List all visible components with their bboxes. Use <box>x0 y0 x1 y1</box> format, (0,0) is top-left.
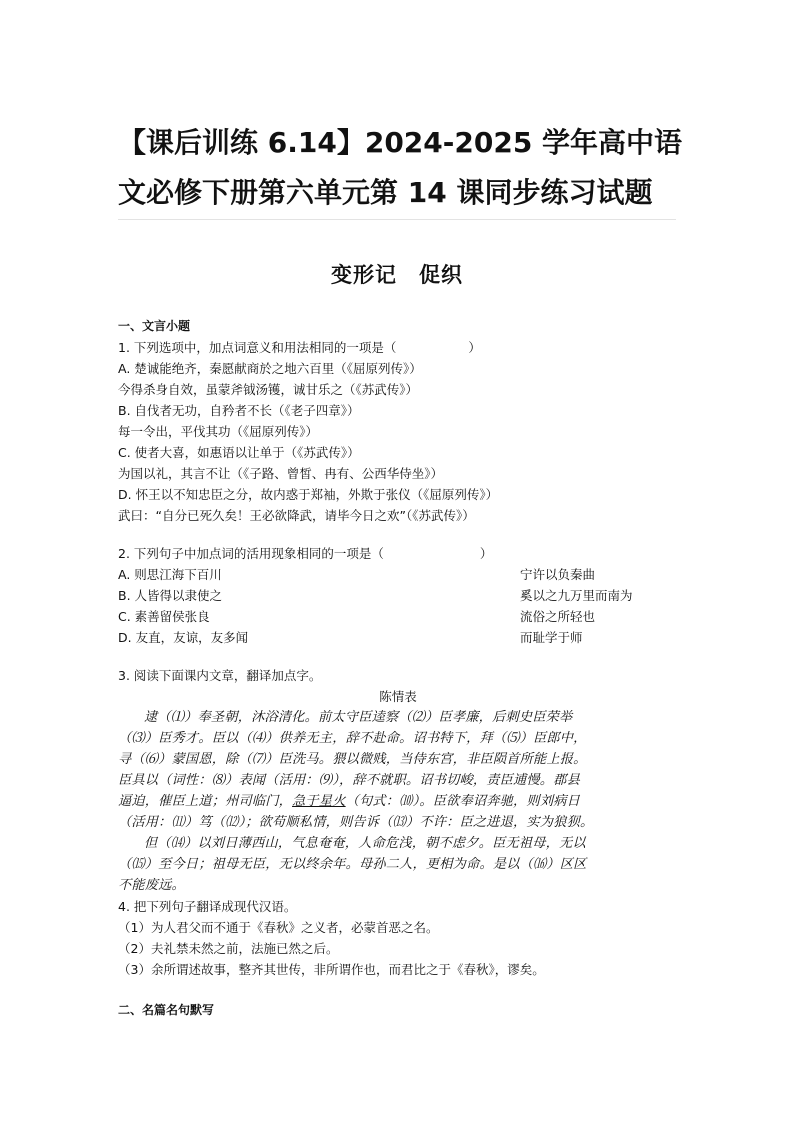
q2-option <box>118 606 678 627</box>
section-1-heading: 一、文言小题 <box>118 319 191 333</box>
question-4-stem: 4. 把下列句子翻译成现代汉语。 <box>118 899 297 914</box>
document-body <box>118 316 678 1021</box>
q1-line: D. 怀王以不知忠臣之分，故内惑于郑袖，外欺于张仪（《屈原列传》） <box>118 487 499 502</box>
subtitle-part-1: 变形记 <box>331 263 397 287</box>
q1-line: 每一令出，平伐其功（《屈原列传》） <box>118 424 319 439</box>
passage-line: （⑶）臣秀才。臣以（⑷）供养无主，辞不赴命。诏书特下，拜（⑸）臣郎中， <box>118 731 587 746</box>
passage-text: 逼迫，催臣上道；州司临门， <box>118 794 293 809</box>
passage-line <box>118 791 678 812</box>
passage-text: （句式：⑽）。臣欲奉诏奔驰，则刘病日 <box>345 794 580 809</box>
q4-item: （2）夫礼禁未然之前，法施已然之后。 <box>118 941 339 956</box>
q2-option-right: 奚以之九万里而南为 <box>520 588 633 603</box>
q2-option-right: 流俗之所轻也 <box>520 609 596 624</box>
q2-option-left: B. 人皆得以隶使之 <box>118 588 223 603</box>
q1-line: 为国以礼，其言不让（《子路、曾皙、冉有、公西华侍坐》） <box>118 466 444 481</box>
passage-line: 但（⒁）以刘日薄西山，气息奄奄，人命危浅，朝不虑夕。臣无祖母，无以 <box>144 836 586 851</box>
q1-line: C. 使者大喜，如惠语以让单于（《苏武传》） <box>118 445 360 460</box>
passage-line: 臣具以（词性：⑻）表闻（活用：⑼），辞不就职。诏书切峻，责臣逋慢。郡县 <box>118 773 580 788</box>
passage-title: 陈情表 <box>379 689 417 704</box>
title-line-1: 【课后训练 6.14】2024-2025 学年高中语 <box>118 126 683 159</box>
lesson-subtitle <box>0 258 794 292</box>
document-title <box>118 118 683 218</box>
q1-line: 今得杀身自效，虽蒙斧钺汤镬，诚甘乐之（《苏武传》） <box>118 382 419 397</box>
q1-line: B. 自伐者无功，自矜者不长（《老子四章》） <box>118 403 360 418</box>
q1-line: 武曰：“自分已死久矣！王必欲降武，请毕今日之欢”（《苏武传》） <box>118 508 475 523</box>
q2-option-left: D. 友直，友谅，友多闻 <box>118 630 249 645</box>
subtitle-part-2: 促织 <box>419 263 463 287</box>
q2-option-left: C. 素善留侯张良 <box>118 609 210 624</box>
q2-option-left: A. 则思江海下百川 <box>118 567 222 582</box>
underlined-phrase: 急于星火 <box>292 794 346 809</box>
passage-line: 寻（⑹）蒙国恩，除（⑺）臣洗马。猥以微贱，当侍东宫，非臣陨首所能上报。 <box>118 752 587 767</box>
q2-option-right: 宁许以负秦曲 <box>520 567 596 582</box>
q2-option <box>118 585 678 606</box>
question-2-stem-text: 2. 下列句子中加点词的活用现象相同的一项是（ <box>118 546 384 561</box>
question-1-paren-close: ） <box>468 340 481 355</box>
passage-line: （活用：⑾）笃（⑿）；欲苟顺私情，则告诉（⒀）不许：臣之进退，实为狼狈。 <box>118 815 594 830</box>
section-2-heading: 二、名篇名句默写 <box>118 1003 215 1017</box>
question-1-stem-text: 1. 下列选项中，加点词意义和用法相同的一项是（ <box>118 340 397 355</box>
q2-option-right: 而耻学于师 <box>520 630 583 645</box>
question-2-stem <box>118 543 678 564</box>
passage-line: 逮（⑴）奉圣朝，沐浴清化。前太守臣逵察（⑵）臣孝廉，后刺史臣荣举 <box>144 710 573 725</box>
q4-item: （1）为人君父而不通于《春秋》之义者，必蒙首恶之名。 <box>118 920 439 935</box>
q4-item: （3）余所谓述故事，整齐其世传，非所谓作也，而君比之于《春秋》，谬矣。 <box>118 962 545 977</box>
passage-line: （⒂）至今日；祖母无臣，无以终余年。母孙二人，更相为命。是以（⒃）区区 <box>118 857 587 872</box>
title-line-2: 文必修下册第六单元第 14 课同步练习试题 <box>118 176 653 209</box>
q1-line: A. 楚诚能绝齐，秦愿献商於之地六百里（《屈原列传》） <box>118 361 422 376</box>
q2-option <box>118 564 678 585</box>
question-1-stem <box>118 337 678 358</box>
question-3-stem: 3. 阅读下面课内文章，翻译加点字。 <box>118 668 322 683</box>
question-2-paren-close: ） <box>479 546 493 561</box>
q2-option <box>118 627 678 648</box>
title-divider <box>118 219 676 220</box>
passage-line: 不能废远。 <box>118 878 185 893</box>
